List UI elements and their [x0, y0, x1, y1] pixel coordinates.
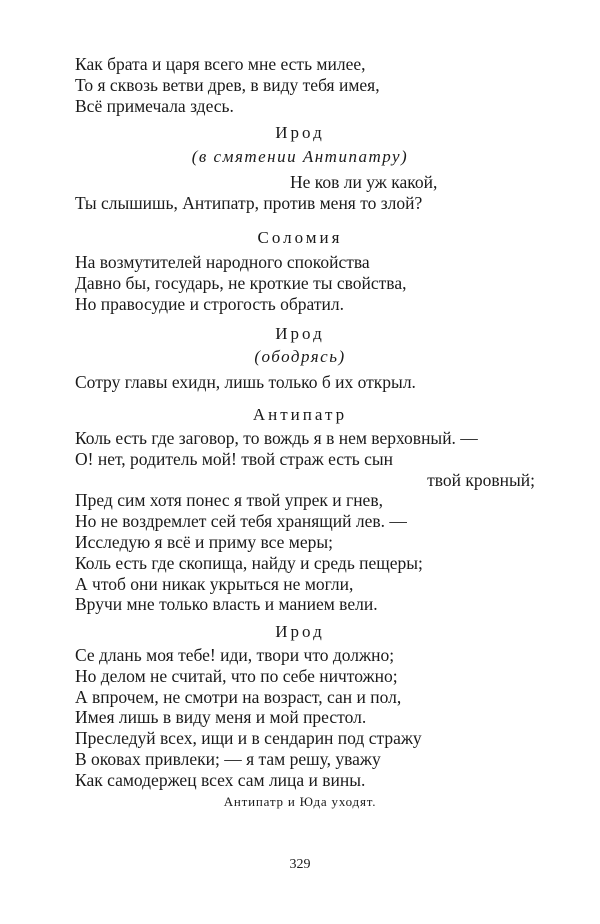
verse-line: Ты слышишь, Антипатр, против меня то злой? — [75, 192, 423, 213]
verse-line: А впрочем, не смотри на возраст, сан и пол, — [75, 686, 402, 707]
exit-stage-direction: Антипатр и Юда уходят. — [223, 794, 377, 809]
speaker-name: Ирод — [275, 622, 325, 641]
verse-line: Но не воздремлет сей тебя хранящий лев. — — [75, 511, 407, 532]
verse-line: Сотру главы ехидн, лишь только б их открыл. — [75, 372, 416, 392]
verse-line: Се длань моя тебе! иди, твори что должно; — [75, 645, 395, 665]
verse-line: Не ков ли уж какой, — [290, 172, 438, 192]
verse-line: На возмутителей народного спокойства — [75, 252, 370, 272]
verse-line: Как брата и царя всего мне есть милее, — [75, 54, 366, 74]
verse-line: О! нет, родитель мой! твой страж есть сын — [75, 448, 393, 469]
verse-line: А чтоб они никак укрыться не могли, — [75, 573, 354, 594]
verse-block — [75, 372, 535, 393]
verse-line: Давно бы, государь, не кроткие ты свойства, — [75, 272, 407, 293]
verse-line-continuation: твой кровный; — [427, 469, 535, 490]
verse-line: Исследую я всё и приму все меры; — [75, 531, 333, 552]
speaker-name: Ирод — [275, 324, 325, 343]
verse-line: Но правосудие и строгость обратил. — [75, 293, 344, 314]
verse-line: Но делом не считай, что по себе ничтожно; — [75, 665, 398, 686]
verse-line: Пред сим хотя понес я твой упрек и гнев, — [75, 490, 383, 511]
verse-block — [75, 54, 535, 116]
verse-block — [75, 172, 535, 214]
verse-line: Коль есть где скопища, найду и средь пещеры; — [75, 552, 423, 573]
verse-block — [75, 428, 535, 615]
speaker-name: Ирод — [275, 123, 325, 142]
stage-direction: (ободрясь) — [254, 347, 346, 366]
stage-direction: (в смятении Антипатру) — [191, 147, 409, 166]
verse-block — [75, 252, 535, 314]
verse-line: В оковах привлеки; — я там решу, уважу — [75, 748, 381, 769]
verse-line: Коль есть где заговор, то вождь я в нем верховный. — — [75, 428, 478, 448]
page-number: 329 — [289, 857, 311, 872]
verse-block — [75, 645, 535, 791]
verse-line: Имея лишь в виду меня и мой престол. — [75, 707, 367, 728]
verse-line: То я сквозь ветви древ, в виду тебя имея, — [75, 74, 380, 95]
verse-line: Преследуй всех, ищи и в сендарин под стражу — [75, 728, 422, 749]
speaker-name: Соломия — [257, 228, 343, 247]
speaker-name: Антипатр — [252, 405, 348, 424]
verse-line: Всё примечала здесь. — [75, 95, 234, 116]
verse-line: Вручи мне только власть и манием вели. — [75, 594, 378, 615]
verse-line: Как самодержец всех сам лица и вины. — [75, 769, 366, 790]
